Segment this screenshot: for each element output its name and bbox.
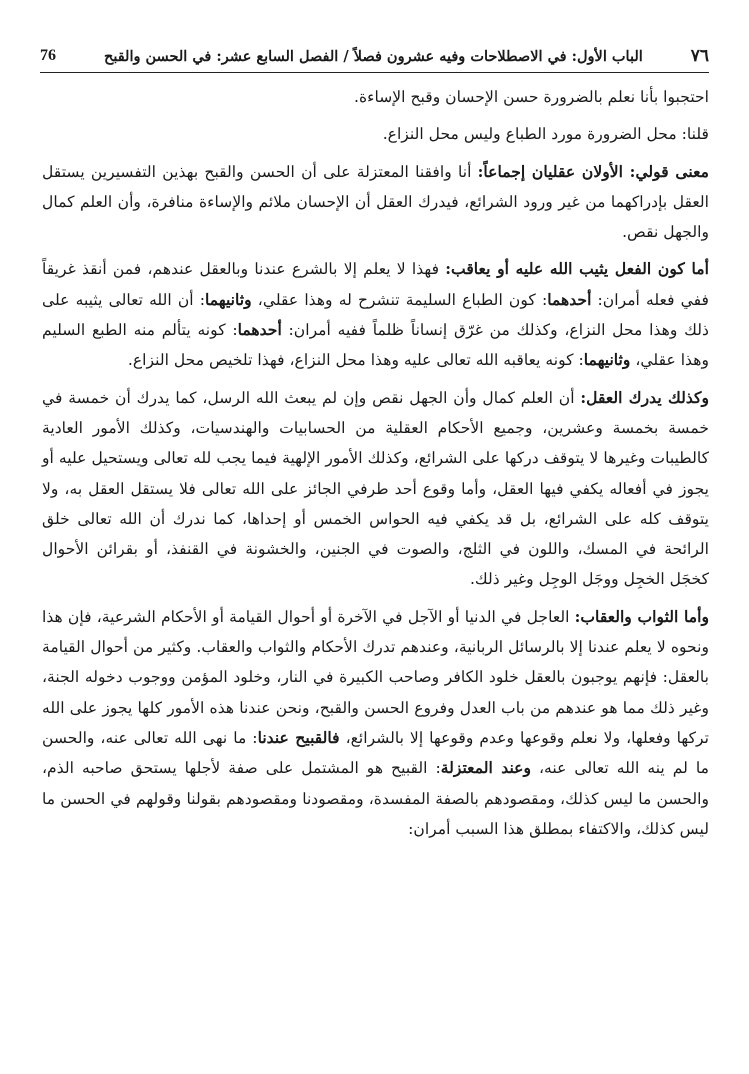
paragraph-text: : أن الله تعالى يثيبه على ذلك وهذا محل النزاع، وكذلك من غرّق إنساناً ظلماً ففيه أمران:	[42, 290, 709, 340]
paragraph-text: : كون الطباع السليمة تنشرح له وهذا عقلي،	[251, 290, 548, 309]
paragraph-text: : ما نهى الله تعالى عنه، والحسن ما لم ينه الله تعالى عنه،	[42, 728, 710, 778]
paragraph-3	[42, 157, 709, 248]
paragraph-text: العاجل في الدنيا أو الآجل في الآخرة أو أحوال القيامة أو الأحكام الشرعية، فإن هذا ونحوه لا يعلم عندنا إلا بالرسائل الربانية، وعندهم تدرك الأحكام والثواب والعقاب. وكثير من أحوال القيامة بالعقل: فإنهم يوجبون بالعقل خلود الكافر وصاحب الكبيرة في النار، وخلود المؤمن ووجوب دخوله الجنة، وغير ذلك مما هو عندهم من باب العدل وفروع الحسن والقبح، ونحن عندنا هذه الأمور كلها يجوز على الله تركها وفعلها، ولا نعلم وقوعها وعدم وقوعها إلا بالشرائع،	[42, 607, 709, 747]
paragraph-2	[42, 119, 709, 149]
paragraph-text: : القبيح هو المشتمل على صفة لأجلها يستحق صاحبه الذم، والحسن ما ليس كذلك، ومقصودهم بالصفة المفسدة، ومقصودنا ومقصودهم بقولنا وقولهم في الحسن ما ليس كذلك، والاكتفاء بمطلق هذا السبب أمران:	[42, 759, 709, 838]
paragraph-5	[42, 383, 709, 595]
paragraph-text: فهذا لا يعلم إلا بالشرع عندنا وبالعقل عندهم، فمن أنقذ غريقاً ففي فعله أمران:	[42, 260, 710, 309]
paragraph-text: أن العلم كمال وأن الجهل نقص وإن لم يبعث الله الرسل، كما يدرك أن خمسة في خمسة بخمسة وعشرين، وجميع الأحكام العقلية من الحسابيات والهندسيات، وكذلك الأمور العادية كالطيبات وغيرها لا يتوقف دركها على الشرائع، وكذلك الأمور الإلهية فيما يجب لله تعالى ويستحيل عليه أو يجوز في أفعاله يكفي فيها العقل، وأما وقوع أحد طرفي الجائز على الله تعالى فلا يستقل العقل به، ولا يتوقف كله على الشرائع، بل قد يكفي فيه الحواس الخمس أو إحداها، كما ندرك أن الله تعالى خلق الرائحة في المسك، واللون في الثلج، والصوت في الجنين، والخشونة في القنفذ، أو بقرائن الأحوال كخجَل الخجِل ووجَل الوجِل وغير ذلك.	[42, 388, 709, 589]
paragraph-text: قلنا: محل الضرورة مورد الطباع وليس محل النزاع.	[382, 125, 709, 144]
page-number-arabic: ٧٦	[690, 46, 709, 66]
bold-lead: أما كون الفعل يثيب الله عليه أو يعاقب:	[445, 259, 709, 279]
running-header	[40, 42, 709, 70]
bold-lead: وكذلك يدرك العقل:	[580, 387, 710, 407]
paragraph-text: أنا وافقنا المعتزلة على أن الحسن والقبح بهذين التفسيرين يستقل العقل بإدراكهما من غير ورود الشرائع، فيدرك العقل أن الإحسان ملائم والإساءة منافرة، وأن العلم كمال والجهل نقص.	[42, 162, 709, 242]
paragraph-text: : كونه يتألم منه الطبع السليم وهذا عقلي،	[42, 321, 709, 370]
bold-term: وثانيهما	[583, 350, 631, 370]
header-rule	[40, 72, 709, 73]
bold-term: فالقبيح عندنا	[257, 727, 340, 747]
bold-term: وثانيهما	[205, 289, 252, 309]
bold-term: وعند المعتزلة	[440, 758, 532, 778]
page-number-latin: 76	[40, 47, 57, 64]
bold-term: أحدهما	[547, 289, 592, 309]
paragraph-1	[42, 82, 709, 112]
bold-lead: معنى قولي: الأولان عقليان إجماعاً:	[477, 161, 709, 181]
page-body	[42, 82, 709, 851]
paragraph-4	[42, 254, 709, 375]
bold-lead: وأما الثواب والعقاب:	[574, 606, 709, 626]
running-title: الباب الأول: في الاصطلاحات وفيه عشرون فصلاً / الفصل السابع عشر: في الحسن والقبح	[103, 47, 643, 65]
paragraph-text: : كونه يعاقبه الله تعالى عليه وهذا محل النزاع، فهذا تلخيص محل النزاع.	[127, 351, 584, 370]
paragraph-text: احتجبوا بأنا نعلم بالضرورة حسن الإحسان وقبح الإساءة.	[354, 88, 709, 106]
bold-term: أحدهما	[237, 320, 282, 340]
paragraph-6	[42, 602, 709, 844]
